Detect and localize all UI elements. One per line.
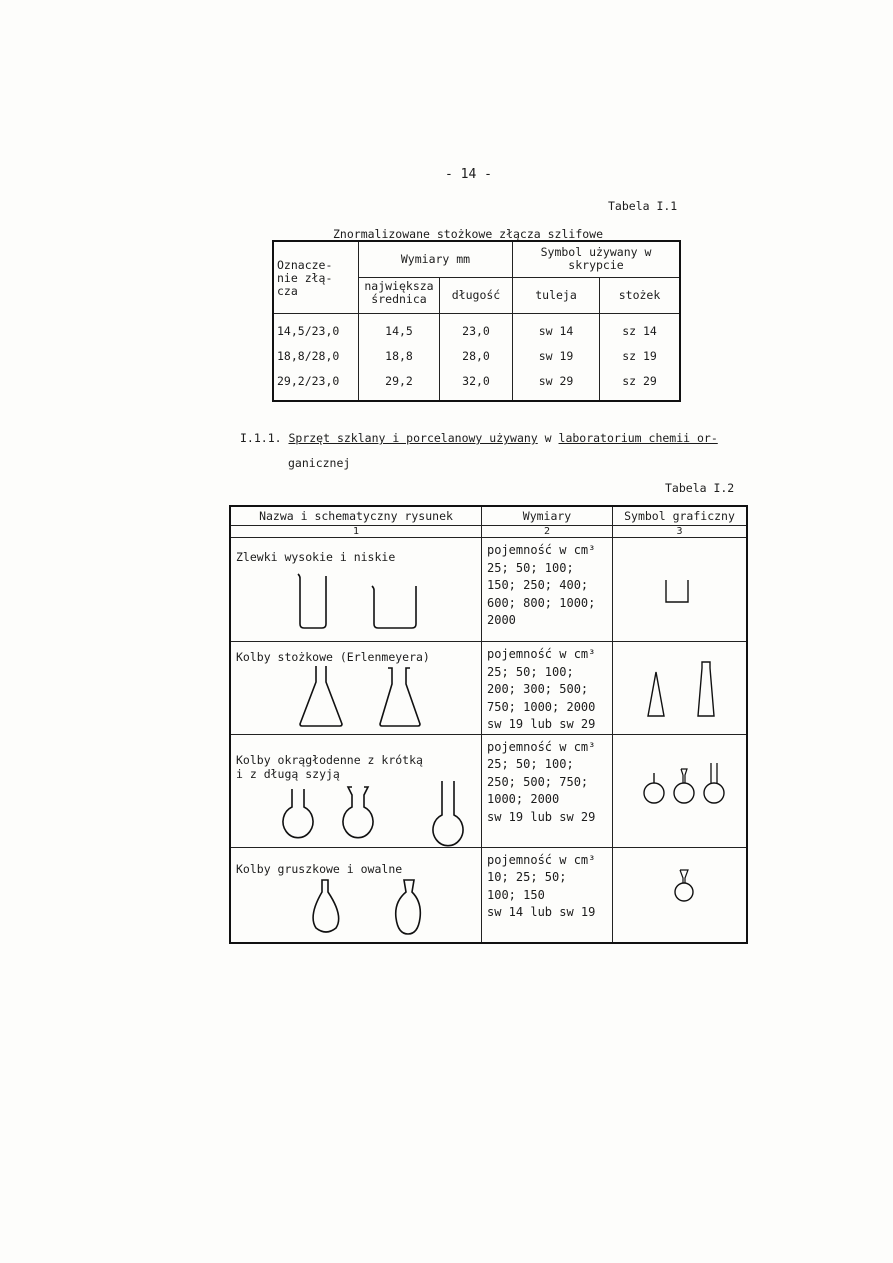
- length-cell: 23,0: [440, 313, 513, 344]
- dims-line: 150; 250; 400;: [487, 578, 589, 592]
- designation-cell: 18,8/28,0: [273, 344, 359, 369]
- cone-cell: sz 29: [600, 369, 681, 401]
- diameter-cell: 14,5: [359, 313, 440, 344]
- header-max-diameter: największa średnica: [359, 277, 440, 313]
- beakers-drawing-icon: [236, 564, 476, 634]
- dims-line: 25; 50; 100;: [487, 664, 574, 679]
- dims-line: 750; 1000; 2000: [487, 699, 596, 714]
- item-name: Zlewki wysokie i niskie: [236, 550, 396, 564]
- diameter-cell: 18,8: [359, 344, 440, 369]
- dims-line: pojemność w cm³: [487, 852, 596, 867]
- diameter-cell: 29,2: [359, 369, 440, 401]
- round-flask-symbol-icon: [618, 735, 738, 831]
- item-name: Kolby gruszkowe i owalne: [236, 861, 403, 876]
- designation-cell: 29,2/23,0: [273, 369, 359, 401]
- dims-line: pojemność w cm³: [487, 739, 596, 754]
- table1-title: Znormalizowane stożkowe złącza szlifowe: [333, 227, 604, 241]
- section-title-mid: w: [537, 431, 559, 445]
- dims-line: sw 14 lub sw 19: [487, 905, 596, 919]
- table-row: [273, 313, 680, 344]
- dims-line: 200; 300; 500;: [487, 682, 589, 696]
- header-dimensions: Wymiary mm: [359, 241, 513, 277]
- dims-line: 2000: [487, 613, 516, 627]
- header-name: Nazwa i schematyczny rysunek: [230, 506, 482, 526]
- cone-cell: sz 19: [600, 344, 681, 369]
- col-number: 1: [230, 526, 482, 538]
- section-title-part1: Sprzęt szklany i porcelanowy używany: [288, 431, 538, 445]
- header-dims: Wymiary: [482, 506, 613, 526]
- col-number: 2: [482, 526, 613, 538]
- dims-line: 250; 500; 750;: [487, 774, 589, 789]
- joints-table: [272, 240, 681, 402]
- pear-flask-symbol-icon: [618, 848, 738, 938]
- dims-line: pojemność w cm³: [487, 543, 596, 557]
- section-heading: [240, 431, 718, 445]
- table1-label: Tabela I.1: [608, 199, 678, 213]
- table-row: [230, 847, 747, 943]
- item-name: Kolby okrągłodenne z krótką i z długą szyją: [236, 752, 423, 781]
- col-number: 3: [613, 526, 748, 538]
- dims-line: sw 19 lub sw 29: [487, 717, 596, 731]
- item-name: Kolby stożkowe (Erlenmeyera): [236, 650, 430, 664]
- header-symbol: Symbol używany w skrypcie: [513, 241, 681, 277]
- dims-line: pojemność w cm³: [487, 647, 596, 661]
- length-cell: 32,0: [440, 369, 513, 401]
- sleeve-cell: sw 19: [513, 344, 600, 369]
- table-row: [230, 734, 747, 847]
- header-length: długość: [440, 277, 513, 313]
- length-cell: 28,0: [440, 344, 513, 369]
- table-row: [230, 642, 747, 735]
- table-row: [230, 538, 747, 642]
- dims-line: 600; 800; 1000;: [487, 595, 596, 610]
- section-number: I.1.1.: [240, 431, 282, 445]
- header-cone: stożek: [600, 277, 681, 313]
- section-title-line2: ganicznej: [288, 456, 351, 470]
- erlenmeyer-drawing-icon: [236, 664, 476, 730]
- section-title-part2: laboratorium chemii or-: [558, 431, 718, 445]
- dims-line: sw 19 lub sw 29: [487, 809, 596, 824]
- page-number: - 14 -: [445, 167, 492, 182]
- table2-label: Tabela I.2: [665, 481, 735, 495]
- header-designation: Oznacze- nie złą- cza: [273, 241, 359, 313]
- cone-cell: sz 14: [600, 313, 681, 344]
- designation-cell: 14,5/23,0: [273, 313, 359, 344]
- pear-flask-drawing-icon: [236, 876, 476, 942]
- dims-line: 25; 50; 100;: [487, 757, 574, 771]
- header-symbol: Symbol graficzny: [613, 506, 748, 526]
- dims-line: 25; 50; 100;: [487, 560, 574, 575]
- table-row: [273, 344, 680, 369]
- header-sleeve: tuleja: [513, 277, 600, 313]
- dims-line: 10; 25; 50;: [487, 870, 567, 884]
- sleeve-cell: sw 29: [513, 369, 600, 401]
- dims-line: 100; 150: [487, 887, 545, 902]
- sleeve-cell: sw 14: [513, 313, 600, 344]
- glassware-table: [229, 505, 748, 944]
- round-flask-drawing-icon: [236, 781, 476, 847]
- erlenmeyer-symbol-icon: [618, 642, 738, 732]
- beaker-symbol-icon: [618, 538, 738, 638]
- table-row: [273, 369, 680, 401]
- dims-line: 1000; 2000: [487, 792, 560, 806]
